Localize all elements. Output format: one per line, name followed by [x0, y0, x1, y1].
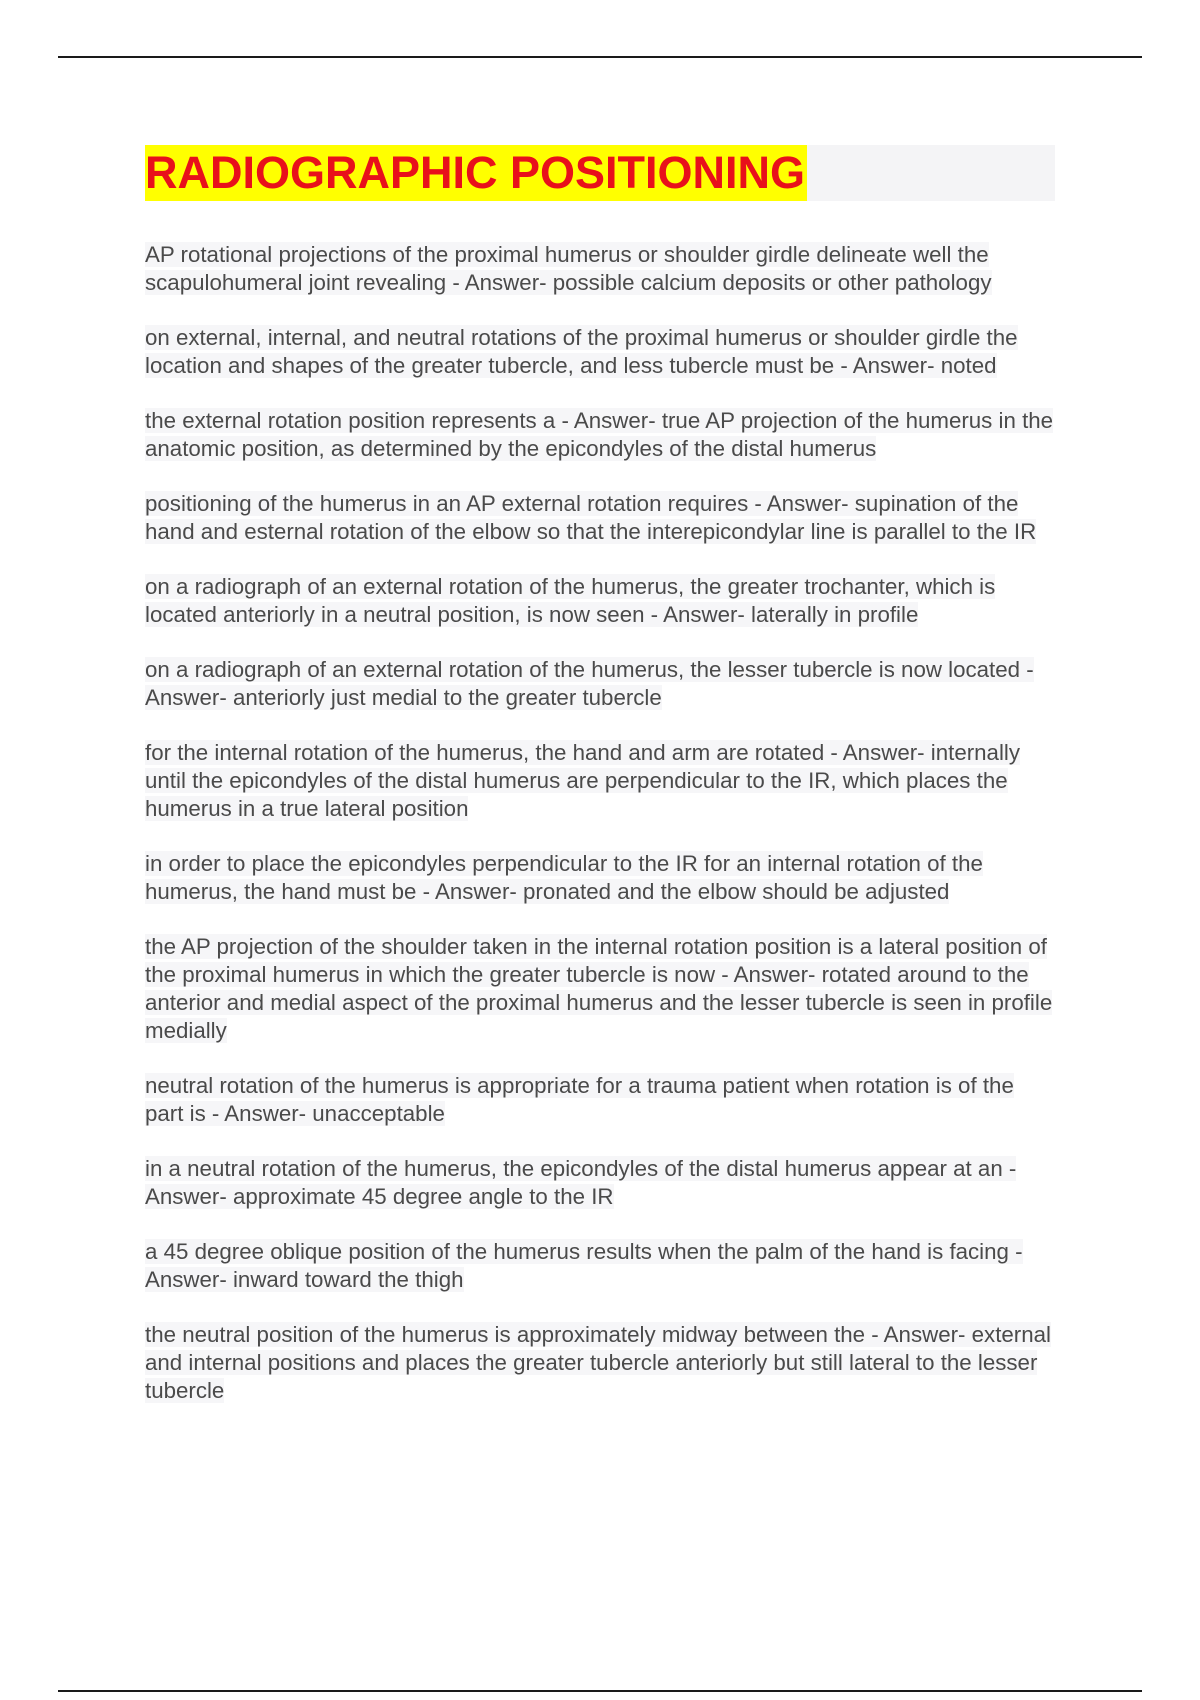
qa-entry [145, 573, 1055, 629]
qa-entry [145, 656, 1055, 712]
qa-entry-text: the neutral position of the humerus is approximately midway between the - Answer- external and internal positions and places the greater tubercle anteriorly but still lateral to the lesser tubercle [145, 1322, 1051, 1403]
footer-rule [58, 1690, 1142, 1692]
qa-entry [145, 739, 1055, 823]
qa-entry [145, 241, 1055, 297]
qa-entry-text: on a radiograph of an external rotation of the humerus, the lesser tubercle is now located - Answer- anteriorly just medial to the greater tubercle [145, 657, 1034, 710]
qa-entry-text: the external rotation position represents a - Answer- true AP projection of the humerus in the anatomic position, as determined by the epicondyles of the distal humerus [145, 408, 1054, 461]
qa-entry [145, 1155, 1055, 1211]
qa-entry [145, 407, 1055, 463]
qa-entry [145, 1072, 1055, 1128]
qa-entry-text: on a radiograph of an external rotation of the humerus, the greater trochanter, which is located anteriorly in a neutral position, is now seen - Answer- laterally in profile [145, 574, 996, 627]
qa-entry [145, 1238, 1055, 1294]
qa-entry-text: positioning of the humerus in an AP external rotation requires - Answer- supination of the hand and esternal rotation of the elbow so that the interepicondylar line is parallel to the IR [145, 491, 1037, 544]
qa-entry [145, 490, 1055, 546]
qa-entry-text: a 45 degree oblique position of the humerus results when the palm of the hand is facing - Answer- inward toward the thigh [145, 1239, 1023, 1292]
qa-entry [145, 933, 1055, 1045]
document-content [145, 145, 1055, 1432]
qa-entry-text: on external, internal, and neutral rotations of the proximal humerus or shoulder girdle the location and shapes of the greater tubercle, and less tubercle must be - Answer- noted [145, 325, 1018, 378]
qa-entry [145, 850, 1055, 906]
qa-entry-text: in a neutral rotation of the humerus, the epicondyles of the distal humerus appear at an - Answer- approximate 45 degree angle to the IR [145, 1156, 1017, 1209]
document-title: RADIOGRAPHIC POSITIONING [145, 145, 807, 201]
qa-entry-text: neutral rotation of the humerus is appropriate for a trauma patient when rotation is of the part is - Answer- unacceptable [145, 1073, 1014, 1126]
header-rule [58, 56, 1142, 58]
title-row [145, 145, 1055, 201]
qa-list [145, 241, 1055, 1405]
qa-entry [145, 1321, 1055, 1405]
qa-entry [145, 324, 1055, 380]
qa-entry-text: AP rotational projections of the proximal humerus or shoulder girdle delineate well the scapulohumeral joint revealing - Answer- possible calcium deposits or other pathology [145, 242, 992, 295]
qa-entry-text: in order to place the epicondyles perpendicular to the IR for an internal rotation of the humerus, the hand must be - Answer- pronated and the elbow should be adjusted [145, 851, 983, 904]
qa-entry-text: the AP projection of the shoulder taken in the internal rotation position is a lateral position of the proximal humerus in which the greater tubercle is now - Answer- rotated around to the anterior and medial aspect of the proximal humerus and the lesser tubercle is seen in profile medially [145, 934, 1053, 1043]
qa-entry-text: for the internal rotation of the humerus, the hand and arm are rotated - Answer- internally until the epicondyles of the distal humerus are perpendicular to the IR, which places the humerus in a true lateral position [145, 740, 1021, 821]
